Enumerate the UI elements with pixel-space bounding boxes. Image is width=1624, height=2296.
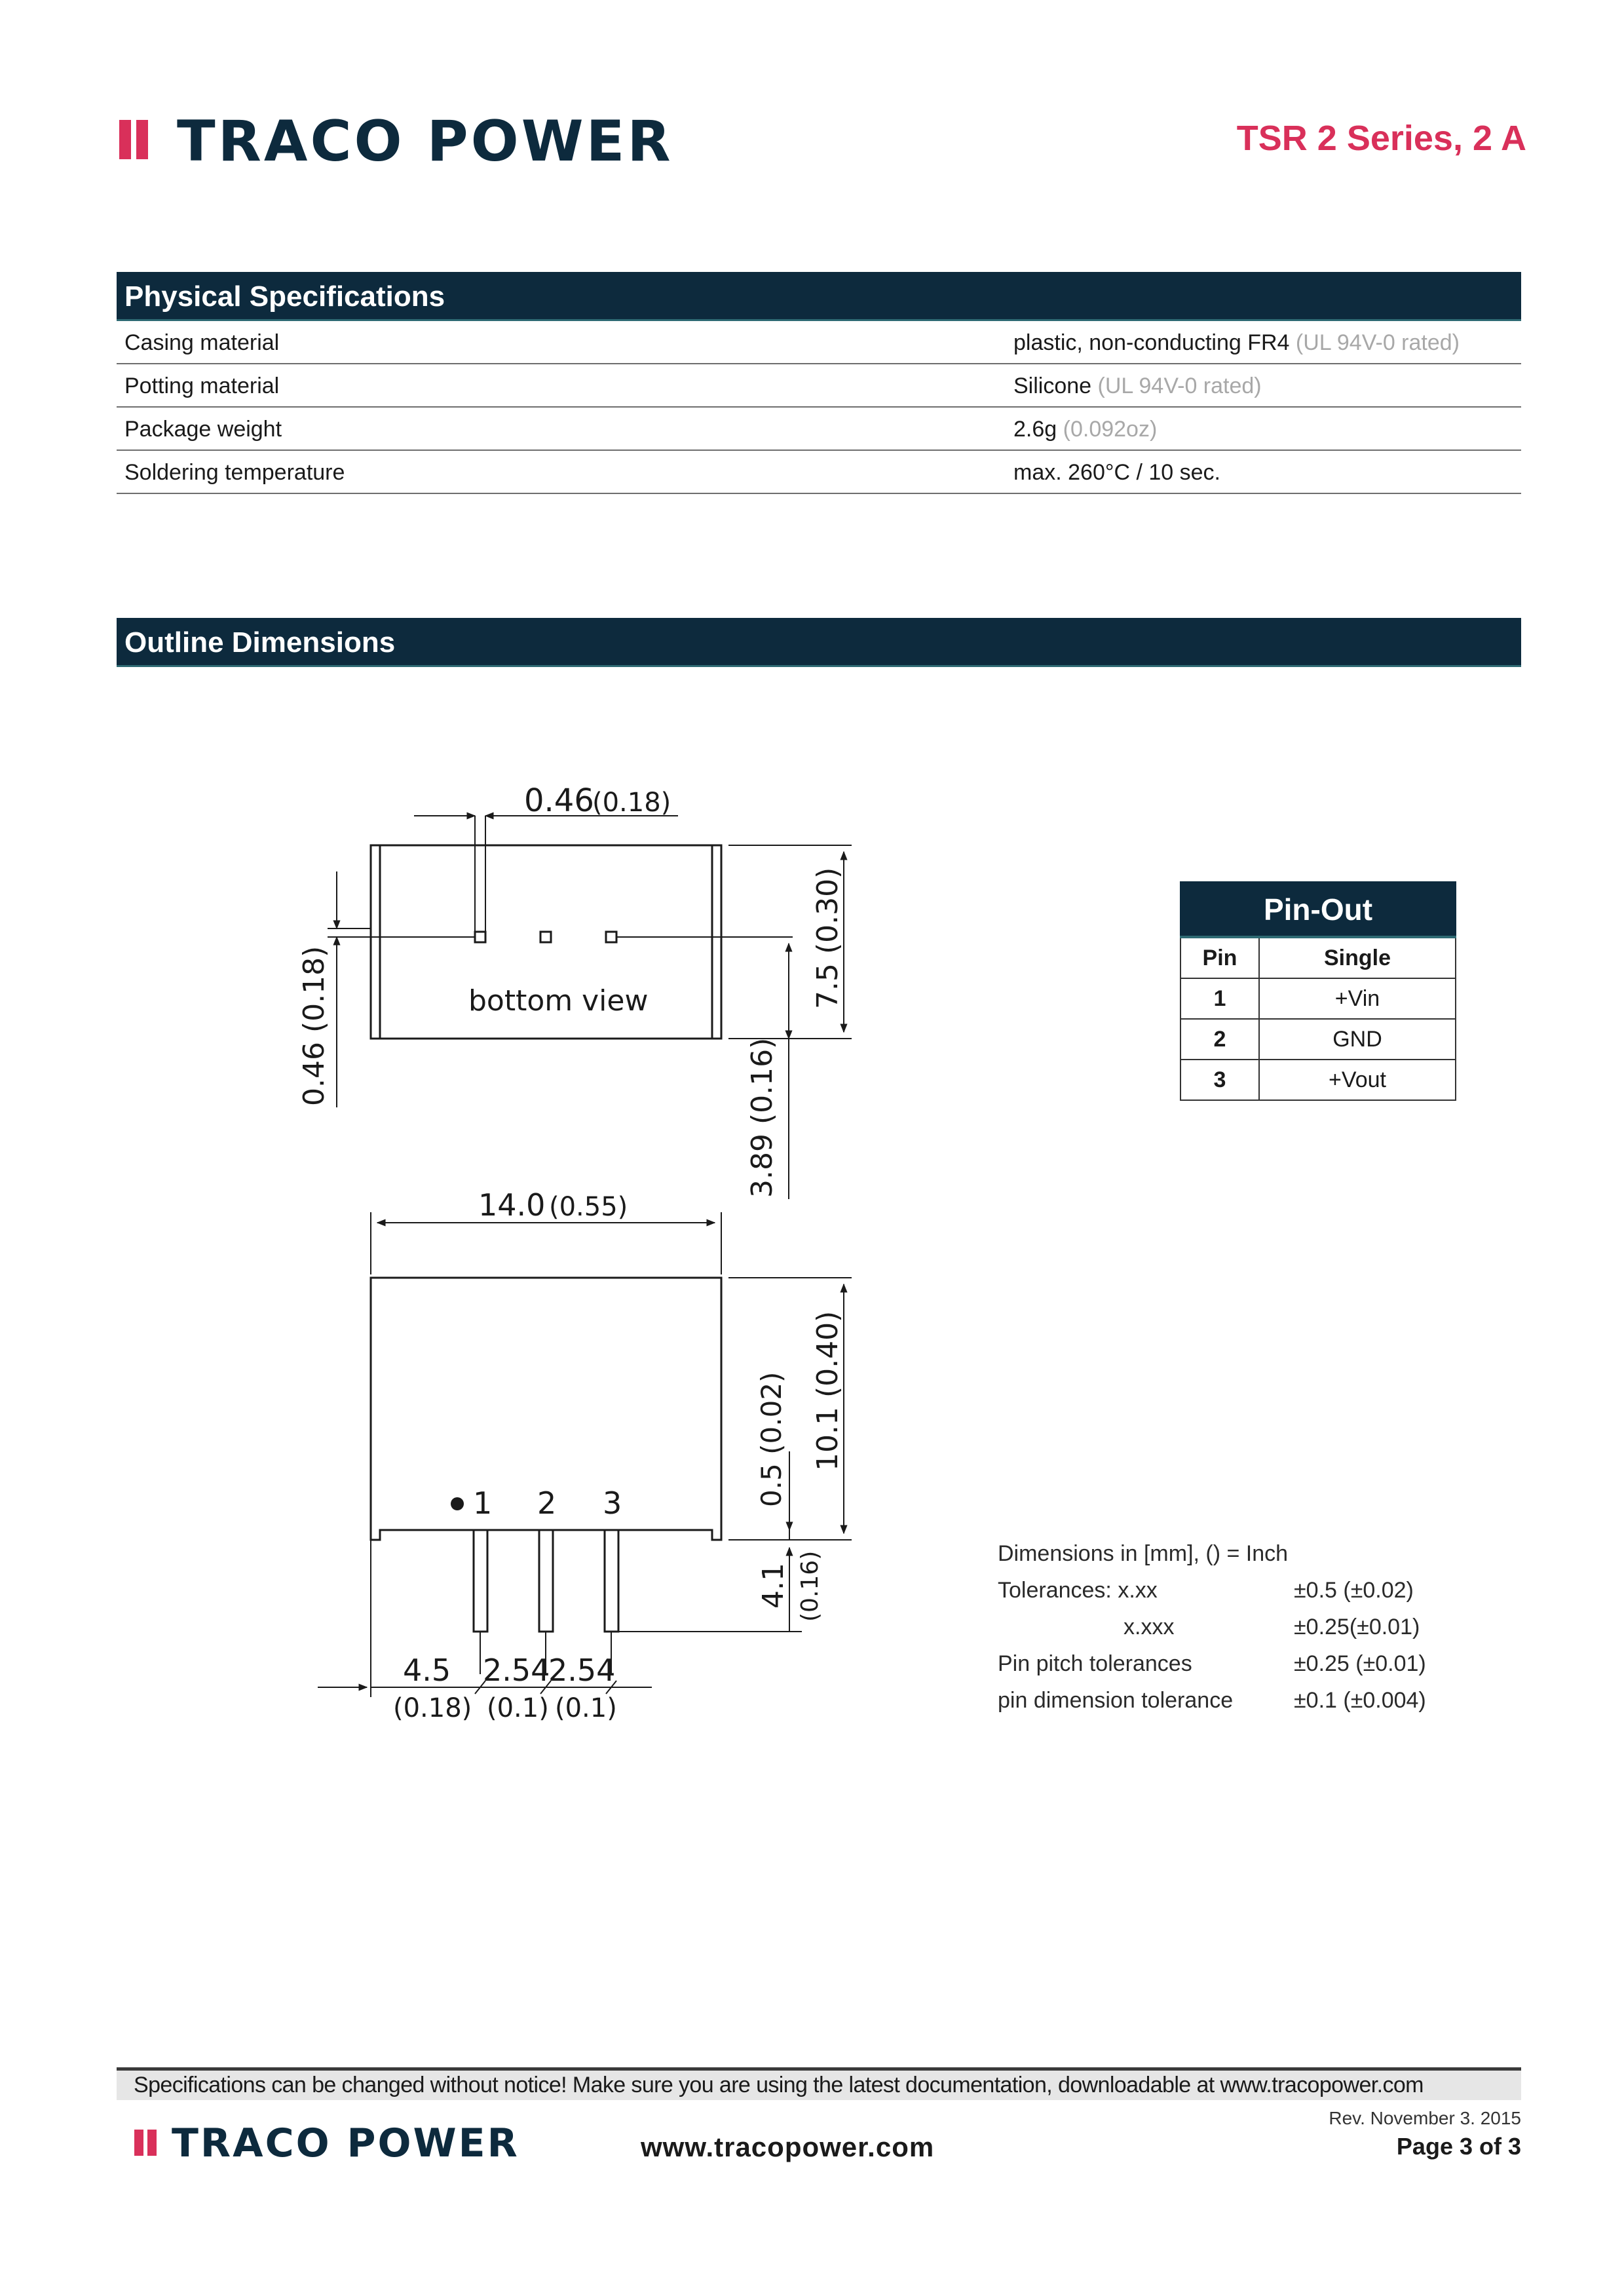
dim-side-offset: 0.46 (0.18): [297, 946, 331, 1106]
tolerance-value: ±0.5 (±0.02): [1294, 1578, 1414, 1603]
tolerance-value: ±0.1 (±0.004): [1294, 1688, 1426, 1713]
dim-width: 14.0: [478, 1187, 546, 1223]
dim-first-pin: 4.5: [403, 1653, 451, 1688]
units-note: Dimensions in [mm], () = Inch: [998, 1541, 1289, 1566]
pin-square: [540, 932, 551, 942]
pinout-col-pin: Pin: [1180, 937, 1259, 978]
pin-function: +Vout: [1259, 1060, 1456, 1100]
pin-number: 1: [1180, 978, 1259, 1019]
dim-pitch-1: 2.54: [483, 1653, 550, 1688]
footer-logo-text: TRACO POWER: [172, 2120, 519, 2166]
pinout-title: Pin-Out: [1180, 882, 1456, 937]
dim-pitch-2-in: (0.1): [555, 1693, 617, 1723]
pin-label-3: 3: [603, 1485, 622, 1521]
pin-square: [606, 932, 616, 942]
dim-top-offset-in: (0.18): [592, 788, 671, 818]
footer-website-link[interactable]: www.tracopower.com: [641, 2132, 935, 2162]
pinout-col-single: Single: [1259, 937, 1456, 978]
spec-label: Soldering temperature: [124, 460, 345, 485]
pin-function: GND: [1259, 1019, 1456, 1060]
table-row: [1180, 1019, 1456, 1060]
pin-label-1: 1: [473, 1485, 493, 1521]
revision-date: Rev. November 3. 2015: [1329, 2108, 1521, 2128]
header-logo-text: TRACO POWER: [177, 109, 673, 174]
footer-notice: Specifications can be changed without notice! Make sure you are using the latest documentation, downloadable at www.tracopower.com: [117, 2067, 1521, 2100]
pin-number: 3: [1180, 1060, 1259, 1100]
pin-leg: [539, 1530, 553, 1632]
dim-pitch-2: 2.54: [548, 1653, 616, 1688]
tolerance-label: Pin pitch tolerances: [998, 1651, 1192, 1676]
table-row: [1180, 1060, 1456, 1100]
dim-width-in: (0.55): [549, 1192, 628, 1222]
spec-value: plastic, non-conducting FR4 (UL 94V-0 rated): [1013, 330, 1460, 355]
pin-function: +Vin: [1259, 978, 1456, 1019]
dim-pin-length-in: (0.16): [797, 1550, 823, 1622]
spec-label: Potting material: [124, 373, 280, 398]
spec-label: Casing material: [124, 330, 280, 355]
physical-specifications-header: Physical Specifications: [117, 272, 1521, 321]
dim-first-pin-in: (0.18): [393, 1693, 472, 1723]
dim-height-top: 7.5 (0.30): [811, 867, 844, 1009]
spec-label: Package weight: [124, 417, 282, 442]
pin-number: 2: [1180, 1019, 1259, 1060]
pinout-table: [1180, 881, 1456, 1101]
spec-value: 2.6g (0.092oz): [1013, 417, 1158, 442]
tolerance-value: ±0.25 (±0.01): [1294, 1651, 1426, 1676]
tolerance-label: x.xxx: [1124, 1615, 1175, 1639]
bottom-view-label: bottom view: [468, 984, 649, 1018]
dim-pitch-1-in: (0.1): [487, 1693, 549, 1723]
dim-pin-length: 4.1: [757, 1563, 790, 1609]
pin-square: [475, 932, 485, 942]
spec-value: Silicone (UL 94V-0 rated): [1013, 373, 1262, 398]
pin-leg: [605, 1530, 618, 1632]
tolerance-label: pin dimension tolerance: [998, 1688, 1234, 1713]
page-number: Page 3 of 3: [1396, 2133, 1521, 2160]
pin1-marker-dot: [451, 1497, 464, 1510]
table-row: [1180, 978, 1456, 1019]
dim-pin-row-offset: 3.89 (0.16): [746, 1037, 779, 1198]
pin-label-2: 2: [537, 1485, 557, 1521]
spec-value: max. 260°C / 10 sec.: [1013, 460, 1220, 485]
tolerance-label: Tolerances: x.xx: [998, 1578, 1158, 1603]
pin-leg: [474, 1530, 487, 1632]
outline-dimensions-header: Outline Dimensions: [117, 618, 1521, 667]
dim-body-height: 10.1 (0.40): [811, 1311, 844, 1471]
dim-standoff: 0.5 (0.02): [755, 1371, 787, 1507]
footer-logo-mark: [134, 2130, 157, 2156]
dim-top-offset: 0.46: [524, 782, 594, 819]
tolerance-value: ±0.25(±0.01): [1294, 1615, 1420, 1639]
series-title: TSR 2 Series, 2 A: [1236, 119, 1526, 158]
